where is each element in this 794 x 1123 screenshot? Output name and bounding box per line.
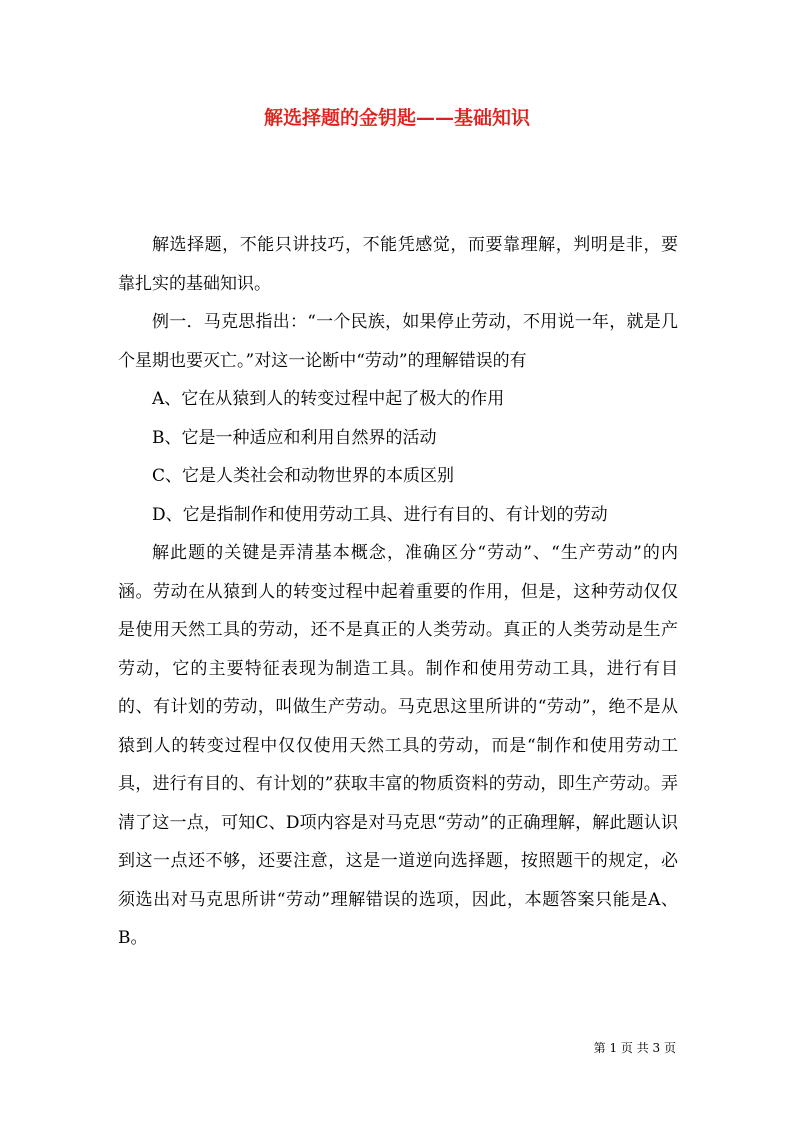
page-number-footer: 第 1 页 共 3 页 xyxy=(593,1041,676,1055)
document-title: 解选择题的金钥匙——基础知识 xyxy=(263,107,530,129)
option-a: A、它在从猿到人的转变过程中起了极大的作用 xyxy=(152,389,505,409)
paragraph-intro: 解选择题，不能只讲技巧，不能凭感觉，而要靠理解，判明是非，要靠扎实的基础知识。 xyxy=(118,235,678,294)
document-body xyxy=(118,226,678,958)
option-b: B、它是一种适应和利用自然界的活动 xyxy=(152,427,437,448)
paragraph-question: 例一．马克思指出：“一个民族，如果停止劳动，不用说一年，就是几个星期也要灭亡。”对这一论断中“劳动”的理解错误的有 xyxy=(118,312,678,371)
option-c: C、它是人类社会和动物世界的本质区别 xyxy=(152,466,455,486)
option-d: D、它是指制作和使用劳动工具、进行有目的、有计划的劳动 xyxy=(152,504,608,525)
paragraph-analysis: 解此题的关键是弄清基本概念，准确区分“劳动”、“生产劳动”的内涵。劳动在从猿到人的转变过程中起着重要的作用，但是，这种劳动仅仅是使用天然工具的劳动，还不是真正的人类劳动。真正的人类劳动是生产劳动，它的主要特征表现为制造工具。制作和使用劳动工具，进行有目的、有计划的劳动，叫做生产劳动。马克思这里所讲的“劳动”，绝不是从猿到人的转变过程中仅仅使用天然工具的劳动，而是“制作和使用劳动工具，进行有目的、有计划的”获取丰富的物质资料的劳动，即生产劳动。弄清了这一点，可知C、D项内容是对马克思“劳动”的正确理解，解此题认识到这一点还不够，还要注意，这是一道逆向选择题，按照题干的规定，必须选出对马克思所讲“劳动”理解错误的选项，因此，本题答案只能是A、B。 xyxy=(118,543,678,948)
